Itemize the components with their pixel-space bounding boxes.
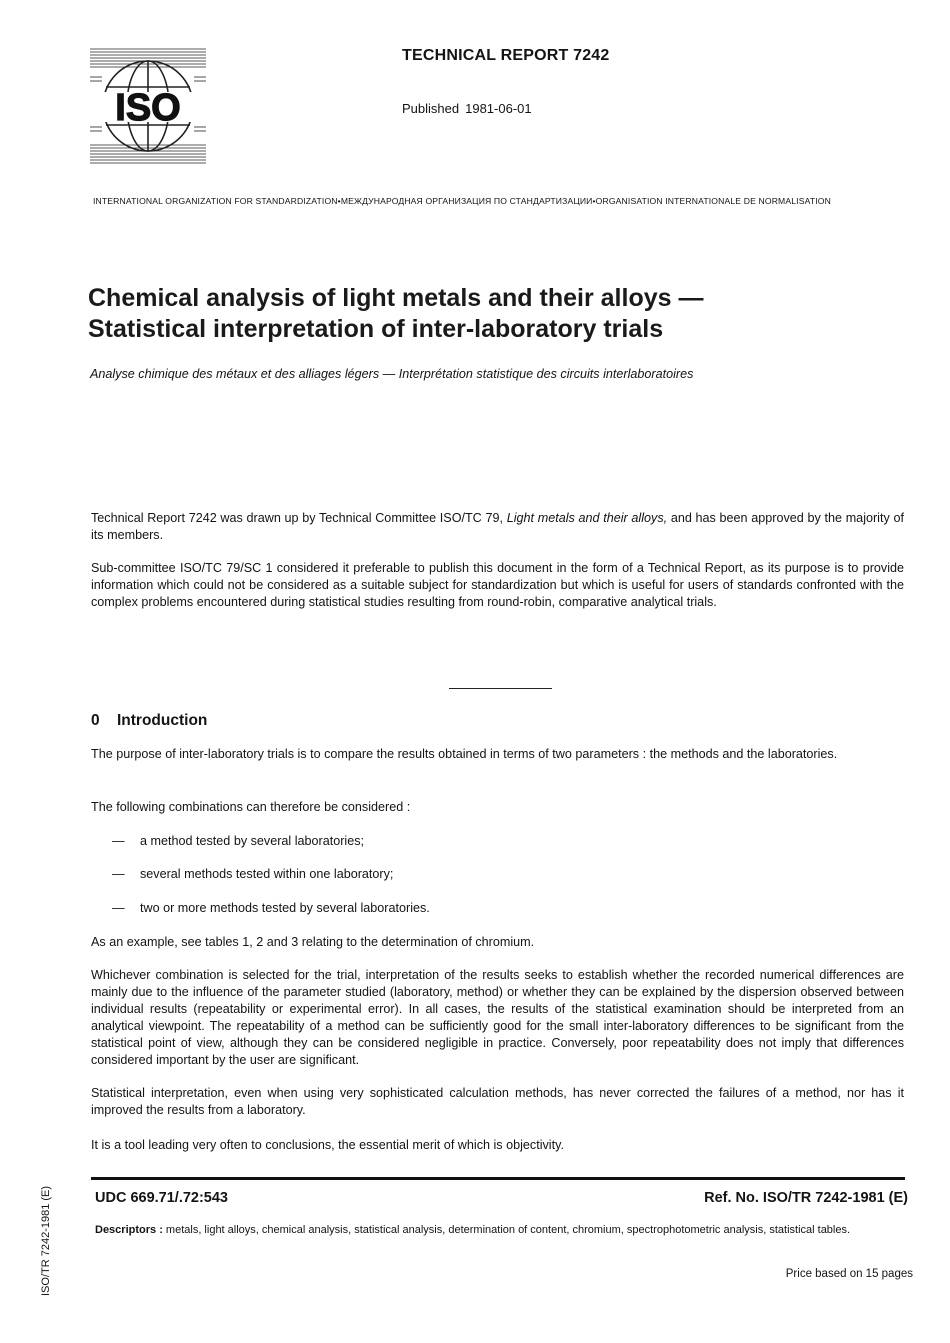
list-item [112,901,430,915]
list-item [112,867,393,881]
footer-rule [91,1177,905,1180]
published-date: 1981-06-01 [465,101,532,116]
foreword-paragraph-2: Sub-committee ISO/TC 79/SC 1 considered it preferable to publish this document in the form of a Technical Report, as its purpose is to provide information which could not be considered as a suitable subject for standardization but which is useful for users of standards confronted with the complex problems encountered during statistical studies resulting from round-robin, comparative analytical trials. [91,561,904,609]
section-number: 0 [91,712,100,729]
descriptors-label: Descriptors : [95,1224,163,1236]
foreword-paragraph-1 [91,510,904,544]
list-item-text: two or more methods tested by several laboratories. [140,901,430,915]
intro-paragraph-3: As an example, see tables 1, 2 and 3 relating to the determination of chromium. [91,935,535,949]
organization-names: INTERNATIONAL ORGANIZATION FOR STANDARDIZATION•МЕЖДУНАРОДНАЯ ОРГАНИЗАЦИЯ ПО СТАНДАРТИЗАЦИИ•ORGANISATION INTERNATIONALE DE NORMALISATION [93,196,831,206]
intro-paragraph-6: It is a tool leading very often to conclusions, the essential merit of which is objectivity. [91,1138,564,1152]
section-heading [91,712,207,730]
list-item-text: several methods tested within one laboratory; [140,867,394,881]
side-document-id: ISO/TR 7242-1981 (E) [40,1185,52,1296]
foreword-text: Technical Report 7242 was drawn up by Technical Committee ISO/TC 79, [91,511,507,525]
section-title: Introduction [117,712,208,729]
published-line [402,101,532,116]
title-line-1: Chemical analysis of light metals and their alloys — [88,284,704,312]
descriptors-text: metals, light alloys, chemical analysis, statistical analysis, determination of content, chromium, spectrophotometric analysis, statistical tables. [165,1224,851,1236]
title-line-2: Statistical interpretation of inter-laboratory trials [88,315,664,343]
reference-number: Ref. No. ISO/TR 7242-1981 (E) [704,1190,908,1206]
price-note: Price based on 15 pages [785,1268,913,1280]
dash-bullet: — [112,834,125,848]
dash-bullet: — [112,867,125,881]
list-item-text: a method tested by several laboratories; [140,834,365,848]
udc-code: UDC 669.71/.72:543 [95,1190,228,1206]
dash-bullet: — [112,901,125,915]
french-title: Analyse chimique des métaux et des alliages légers — Interprétation statistique des circuits interlaboratoires [90,367,694,381]
intro-paragraph-4: Whichever combination is selected for the trial, interpretation of the results seeks to establish whether the recorded numerical differences are mainly due to the influence of the parameter studied (laboratory, method) or whether they can be explained by the dispersion observed between individual results (repeatability or experimental error). In all cases, the results of the statistical examination should be interpreted from an analytical viewpoint. The repeatability of a method can be sufficiently good for the small inter-laboratory differences to be significant from the statistical point of view, although they can be considered negligible in practice. Conversely, poor repeatability does not imply that differences considered important by the user are significant. [91,968,904,1067]
iso-logo-text: ISO [115,87,181,129]
committee-title: Light metals and their alloys, [506,511,668,525]
separator-line [449,688,552,689]
published-label: Published [402,101,460,116]
intro-paragraph-5: Statistical interpretation, even when using very sophisticated calculation methods, has never corrected the failures of a method, nor has it improved the results from a laboratory. [91,1086,904,1117]
report-title: TECHNICAL REPORT 7242 [402,47,610,64]
list-item [112,834,364,848]
foreword-text: and has been approved by the majority of its members. [91,511,904,542]
iso-logo [90,47,206,165]
document-title [88,283,908,345]
descriptors [95,1222,910,1238]
intro-paragraph-2: The following combinations can therefore be considered : [91,800,411,814]
intro-paragraph-1: The purpose of inter-laboratory trials is to compare the results obtained in terms of two parameters : the methods and the laboratories. [91,747,838,761]
